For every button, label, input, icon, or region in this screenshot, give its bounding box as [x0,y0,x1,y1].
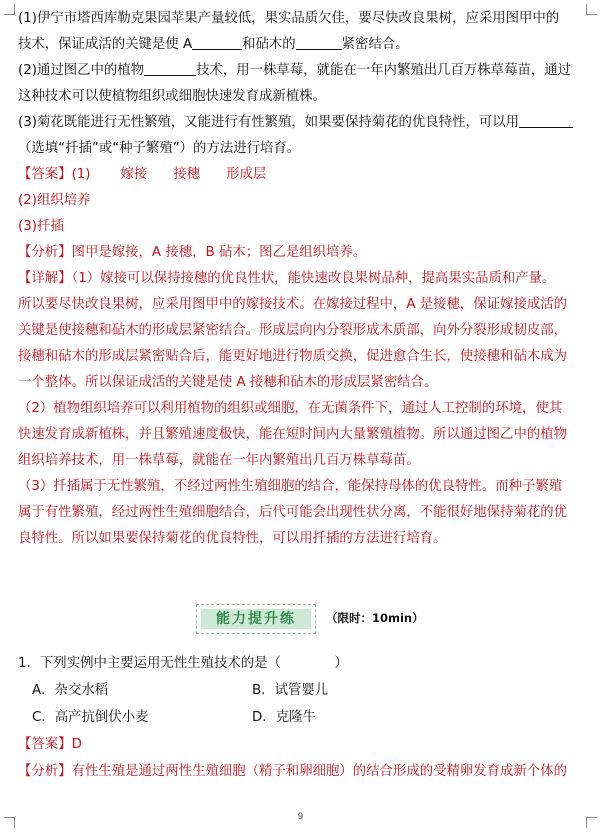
section-time-limit: （限时：10min） [326,611,424,625]
detail-paragraph [18,266,578,552]
q1-text-a: (1)伊宁市塔西库勒克果园苹果产量较低，果实品质欠佳，要尽快改良果树，应采用图甲中的 [18,11,560,26]
detail-line: 接穗和砧木的形成层紧密贴合后，能更好地进行物质交换，促进愈合生长，使接穗和砧木成为 [18,349,568,364]
answer-line [18,162,578,188]
analysis-tag: 【分析】 [18,245,72,260]
answer-explanation-block [18,6,578,552]
question-1-block [18,650,578,785]
option-d: D．克隆牛 [252,710,316,725]
question-part-1 [18,6,578,58]
answer-1-item: 形成层 [226,167,267,182]
detail-tag: 【详解】 [18,271,72,286]
q3-text-b: （选填“扦插”或“种子繁殖”）的方法进行培育。 [18,141,301,156]
section-title-box [196,604,316,634]
answer-blank [144,60,196,76]
option-b: B．试管婴儿 [252,683,329,698]
detail-line: 组织培养技术，用一株草莓，就能在一年内繁殖出几百万株草莓苗。 [18,453,420,468]
detail-line: （3）扦插属于无性繁殖，不经过两性生殖细胞的结合，能保持母体的优良特性。而种子繁殖 [18,479,563,494]
option-a: A．杂交水稻 [32,683,109,698]
q1-text-d: 紧密结合。 [341,37,409,52]
analysis-text: 有性生殖是通过两性生殖细胞（精子和卵细胞）的结合形成的受精卵发育成新个体的 [71,764,568,779]
page-number: 9 [297,812,304,822]
detail-line: 良特性。所以如果要保持菊花的优良特性，可以用扦插的方法进行培育。 [18,531,447,546]
q1-text-c: 和砧木的 [242,37,296,52]
option-c: C．高产抗倒伏小麦 [32,710,149,725]
answer-blank [519,112,573,128]
q1-text-b: 技术，保证成活的关键是使 A [18,37,193,52]
answer-3: (3)扦插 [18,219,64,234]
answer-1-item: 嫁接 [120,167,148,182]
crop-mark-top-left [4,4,15,15]
answer-2: (2)组织培养 [18,193,91,208]
detail-line: 快速发育成新植株，并且繁殖速度极快，能在短时间内大量繁殖植物。所以通过图乙中的植物 [18,427,568,442]
question-part-3 [18,110,578,162]
options-row-1 [18,677,578,704]
analysis-tag: 【分析】 [18,764,72,779]
detail-line: 属于有性繁殖，经过两性生殖细胞结合，后代可能会出现性状分离，不能很好地保持菊花的优 [18,505,568,520]
detail-line: 关键是使接穗和砧木的形成层紧密结合。形成层向内分裂形成木质部，向外分裂形成韧皮部， [18,323,568,338]
crop-mark-top-right [586,4,597,15]
section-title: 能力提升练 [201,609,311,629]
answer-blank [296,34,342,50]
analysis-text: 图甲是嫁接，A 接穗，B 砧木；图乙是组织培养。 [71,245,367,260]
q2-text-c: 这种技术可以使植物组织或细胞快速发育成新植株。 [18,89,326,104]
analysis-line [18,240,578,266]
answer-tag: 【答案】 [18,737,72,752]
options-row-2 [18,704,578,731]
detail-line: （1）嫁接可以保持接穗的优良性状，能快速改良果树品种，提高果实品质和产量。 [71,271,556,286]
detail-line: 一个整体。所以保证成活的关键是使 A 接穗和砧木的形成层紧密结合。 [18,375,438,390]
q2-text-b: 技术，用一株草莓，就能在一年内繁殖出几百万株草莓苗，通过 [196,63,572,78]
q2-text-a: (2)通过图乙中的植物 [18,63,145,78]
answer-blank [192,34,242,50]
detail-line: 所以要尽快改良果树，应采用图甲中的嫁接技术。在嫁接过程中，A 是接穗，保证嫁接成活的 [18,297,568,312]
answer-value: D [71,737,82,752]
q3-text-a: (3)菊花既能进行无性繁殖，又能进行有性繁殖，如果要保持菊花的优良特性，可以用 [18,115,520,130]
answer-tag: 【答案】 [18,167,72,182]
question-1-stem: 1．下列实例中主要运用无性生殖技术的是（ ） [18,656,348,671]
answer-1-prefix: (1) [71,167,91,182]
section-header [0,604,601,638]
detail-line: （2）植物组织培养可以利用植物的组织或细胞，在无菌条件下，通过人工控制的环境，使其 [18,401,563,416]
question-part-2 [18,58,578,110]
question-1-analysis [18,758,578,785]
answer-1-item: 接穗 [173,167,201,182]
question-1-answer [18,731,578,758]
